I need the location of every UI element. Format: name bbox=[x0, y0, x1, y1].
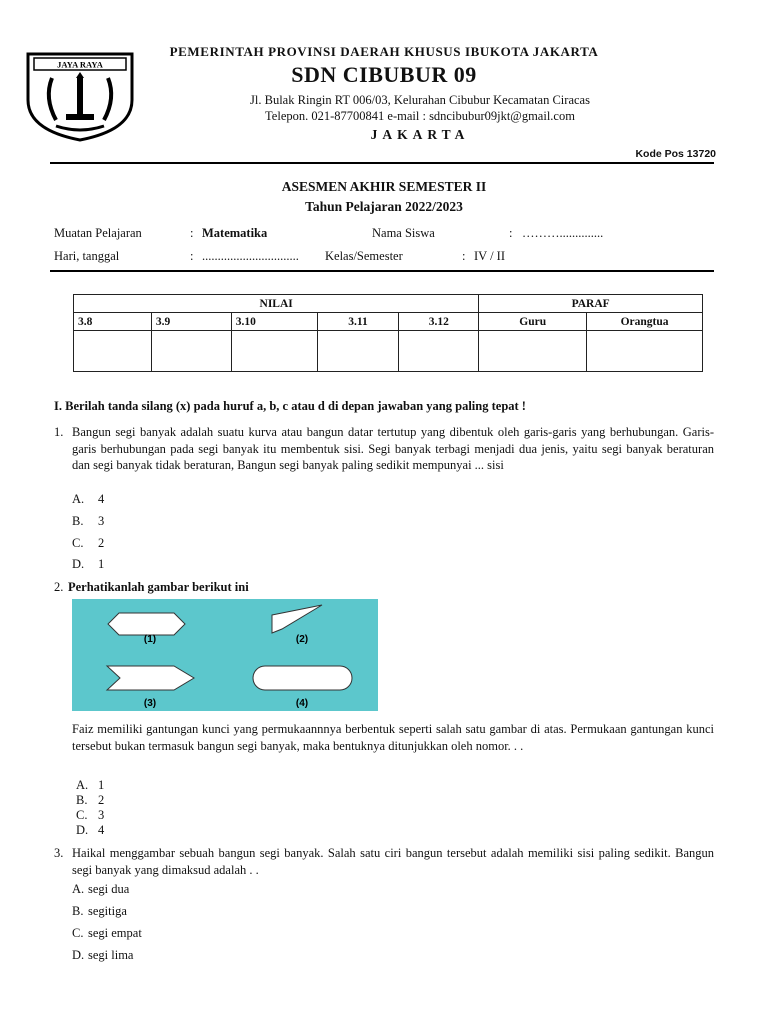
option-text: segi lima bbox=[88, 948, 134, 962]
school-city: JAKARTA bbox=[370, 127, 470, 142]
col-header: 3.12 bbox=[399, 313, 479, 331]
nilai-header: NILAI bbox=[74, 295, 479, 313]
student-name-label: Nama Siswa bbox=[372, 226, 435, 240]
shape-4-rounded bbox=[253, 666, 352, 690]
date-label: Hari, tanggal bbox=[54, 249, 120, 263]
option-text: 3 bbox=[98, 514, 105, 528]
postal-code: Kode Pos 13720 bbox=[635, 148, 716, 160]
school-address: Jl. Bulak Ringin RT 006/03, Kelurahan Cibubur Kecamatan Ciracas bbox=[250, 93, 590, 107]
option-letter[interactable]: C. bbox=[72, 536, 84, 550]
col-header: 3.11 bbox=[317, 313, 399, 331]
shape-3-label: (3) bbox=[143, 698, 157, 709]
subject-value: Matematika bbox=[202, 226, 268, 240]
option-text: 1 bbox=[98, 778, 105, 792]
class-label: Kelas/Semester bbox=[325, 249, 403, 263]
grade-cell[interactable] bbox=[74, 331, 152, 372]
signature-cell[interactable] bbox=[587, 331, 703, 372]
option-text: 3 bbox=[98, 808, 105, 822]
option-text: 2 bbox=[98, 793, 105, 807]
shape-2-quadrilateral bbox=[272, 605, 322, 633]
option-letter[interactable]: B. bbox=[72, 514, 84, 528]
date-field[interactable]: ............................... bbox=[202, 249, 299, 263]
question-number: 2. bbox=[54, 580, 64, 594]
paraf-header: PARAF bbox=[479, 295, 703, 313]
exam-title: ASESMEN AKHIR SEMESTER II bbox=[281, 179, 487, 194]
option-text: 4 bbox=[98, 823, 105, 837]
school-name: SDN CIBUBUR 09 bbox=[291, 62, 477, 87]
class-colon: : bbox=[462, 249, 466, 263]
government-heading: PEMERINTAH PROVINSI DAERAH KHUSUS IBUKOTA JAKARTA bbox=[169, 44, 599, 59]
subject-label: Muatan Pelajaran bbox=[54, 226, 142, 240]
student-name-field[interactable]: ……….............. bbox=[522, 226, 604, 240]
option-letter[interactable]: B. bbox=[72, 904, 84, 918]
signature-cell[interactable] bbox=[479, 331, 587, 372]
shape-2-label: (2) bbox=[295, 634, 309, 645]
option-letter[interactable]: D. bbox=[76, 823, 89, 837]
option-text: segi dua bbox=[88, 882, 130, 896]
polygon-shapes-figure bbox=[72, 599, 378, 711]
section-instruction: I. Berilah tanda silang (x) pada huruf a, b, c atau d di depan jawaban yang paling tepat ! bbox=[54, 399, 526, 413]
grade-cell[interactable] bbox=[151, 331, 231, 372]
question-3-text: Haikal menggambar sebuah bangun segi banyak. Salah satu ciri bangun tersebut adalah memiliki sisi paling sedikit. Bangun segi banyak yang dimaksud adalah . . bbox=[72, 846, 714, 877]
student-name-colon: : bbox=[509, 226, 513, 240]
logo-lettering: JAYA RAYA bbox=[57, 59, 103, 70]
question-2-prompt: Perhatikanlah gambar berikut ini bbox=[68, 580, 249, 594]
option-letter[interactable]: A. bbox=[76, 778, 89, 792]
question-1-text: Bangun segi banyak adalah suatu kurva atau bangun datar tertutup yang dibentuk oleh garis-garis yang berhubungan. Garis-garis berhubungan pada segi banyak itu membentuk sisi. Segi banyak terbagi menjadi dua jenis, yaitu segi banyak beraturan dan segi banyak tidak beraturan, Bangun segi banyak paling sedikit mempunyai ... sisi bbox=[72, 425, 714, 472]
class-value: IV / II bbox=[474, 249, 506, 263]
subject-colon: : bbox=[190, 226, 194, 240]
grade-cell[interactable] bbox=[317, 331, 399, 372]
option-text: 1 bbox=[98, 557, 105, 571]
grade-table bbox=[73, 294, 703, 372]
option-letter[interactable]: D. bbox=[72, 557, 85, 571]
option-letter[interactable]: A. bbox=[72, 492, 85, 506]
header-divider bbox=[50, 162, 714, 164]
col-header: Orangtua bbox=[587, 313, 703, 331]
option-letter[interactable]: A. bbox=[72, 882, 85, 896]
school-contact: Telepon. 021-87700841 e-mail : sdncibubur09jkt@gmail.com bbox=[265, 109, 575, 123]
col-header: Guru bbox=[479, 313, 587, 331]
meta-divider bbox=[50, 270, 714, 272]
col-header: 3.9 bbox=[151, 313, 231, 331]
option-text: 2 bbox=[98, 536, 105, 550]
option-letter[interactable]: D. bbox=[72, 948, 85, 962]
question-number: 1. bbox=[54, 425, 64, 439]
option-letter[interactable]: C. bbox=[72, 926, 84, 940]
exam-year: Tahun Pelajaran 2022/2023 bbox=[305, 199, 463, 214]
option-text: segitiga bbox=[88, 904, 127, 918]
option-text: segi empat bbox=[88, 926, 142, 940]
col-header: 3.8 bbox=[74, 313, 152, 331]
grade-cell[interactable] bbox=[399, 331, 479, 372]
question-2-text: Faiz memiliki gantungan kunci yang permukaannnya berbentuk seperti salah satu gambar di atas. Permukaan gantungan kunci tersebut bukan termasuk bangun segi banyak, maka bentuknya ditunjukkan oleh nomor. . . bbox=[72, 722, 714, 753]
grade-cell[interactable] bbox=[231, 331, 317, 372]
shape-4-label: (4) bbox=[295, 698, 309, 709]
col-header: 3.10 bbox=[231, 313, 317, 331]
question-number: 3. bbox=[54, 846, 64, 860]
shape-1-hexagon bbox=[108, 613, 185, 635]
option-letter[interactable]: B. bbox=[76, 793, 88, 807]
shape-1-label: (1) bbox=[143, 634, 157, 645]
date-colon: : bbox=[190, 249, 194, 263]
option-letter[interactable]: C. bbox=[76, 808, 88, 822]
option-text: 4 bbox=[98, 492, 105, 506]
shape-3-arrow bbox=[107, 666, 194, 690]
